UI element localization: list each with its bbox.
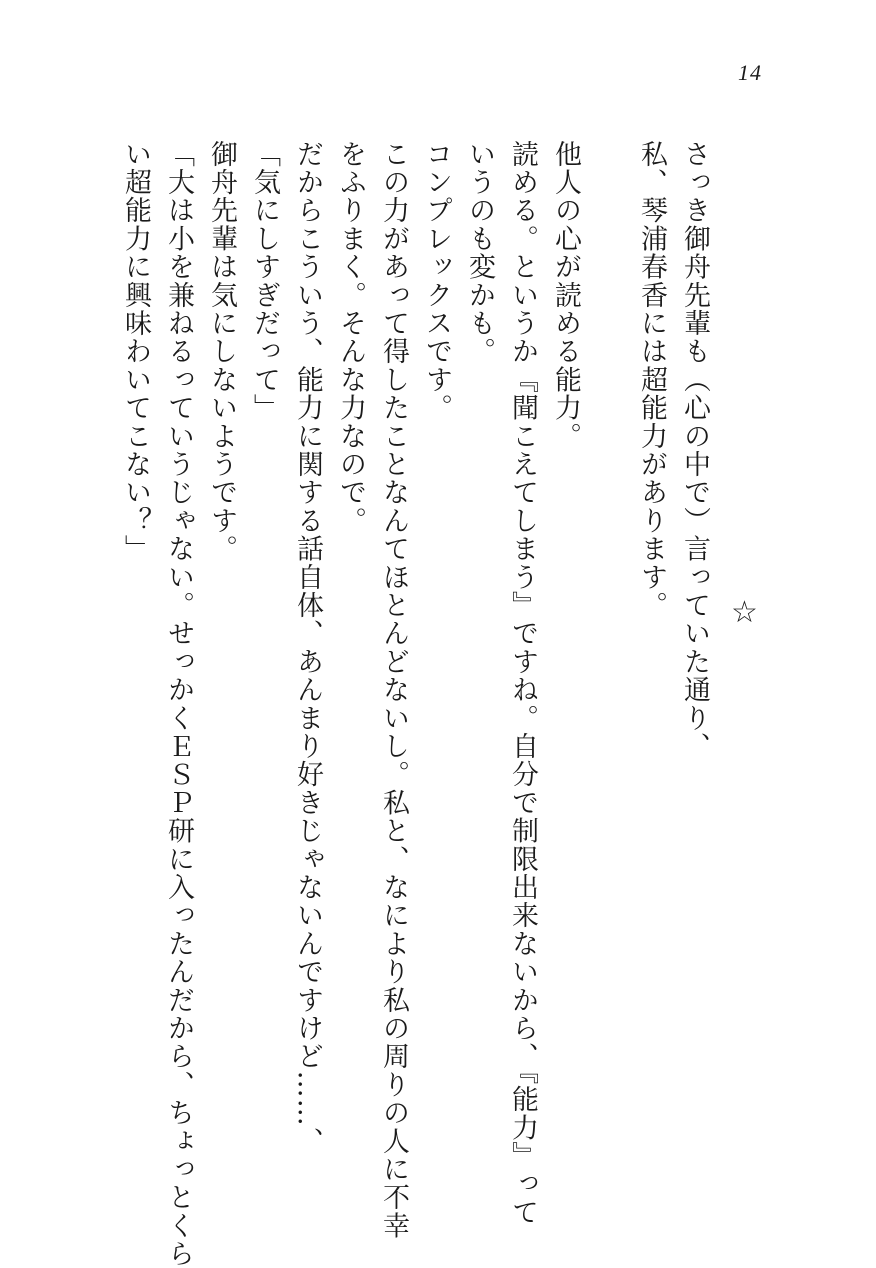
section-separator-star: ☆ (731, 595, 758, 630)
text-line-9: をふりまく。そんな力なので。 (335, 140, 366, 535)
text-line-4: 他人の心が読める能力。 (550, 140, 581, 451)
vertical-body-text (114, 140, 716, 1268)
page-number: 14 (738, 60, 762, 85)
text-line-7: コンプレックスです。 (421, 140, 452, 422)
dialogue-line-13: 「大は小を兼ねるっていうじゃない。せっかくＥＳＰ研に入ったんだから、ちょっとくら (163, 140, 194, 1268)
text-line-2: 私、琴浦春香には超能力があります。 (636, 140, 667, 620)
blank-line-scene-break (587, 140, 630, 1160)
text-line-1: さっき御舟先輩も（心の中で）言っていた通り、 (679, 140, 710, 761)
text-line-10: だからこういう、能力に関する話自体、あんまり好きじゃないんですけど……、 (292, 140, 323, 1156)
text-line-5: 読める。というか『聞こえてしまう』ですね。自分で制限出来ないから、『能力』って (507, 140, 538, 1227)
text-line-6: いうのも変かも。 (464, 140, 495, 366)
dialogue-line-11: 「気にしすぎだって」 (249, 140, 280, 422)
text-line-8: この力があって得したことなんてほとんどないし。私と、なにより私の周りの人に不幸 (378, 140, 409, 1240)
text-line-12: 御舟先輩は気にしないようです。 (206, 140, 237, 563)
dialogue-line-14: い超能力に興味わいてこない？」 (120, 140, 151, 563)
